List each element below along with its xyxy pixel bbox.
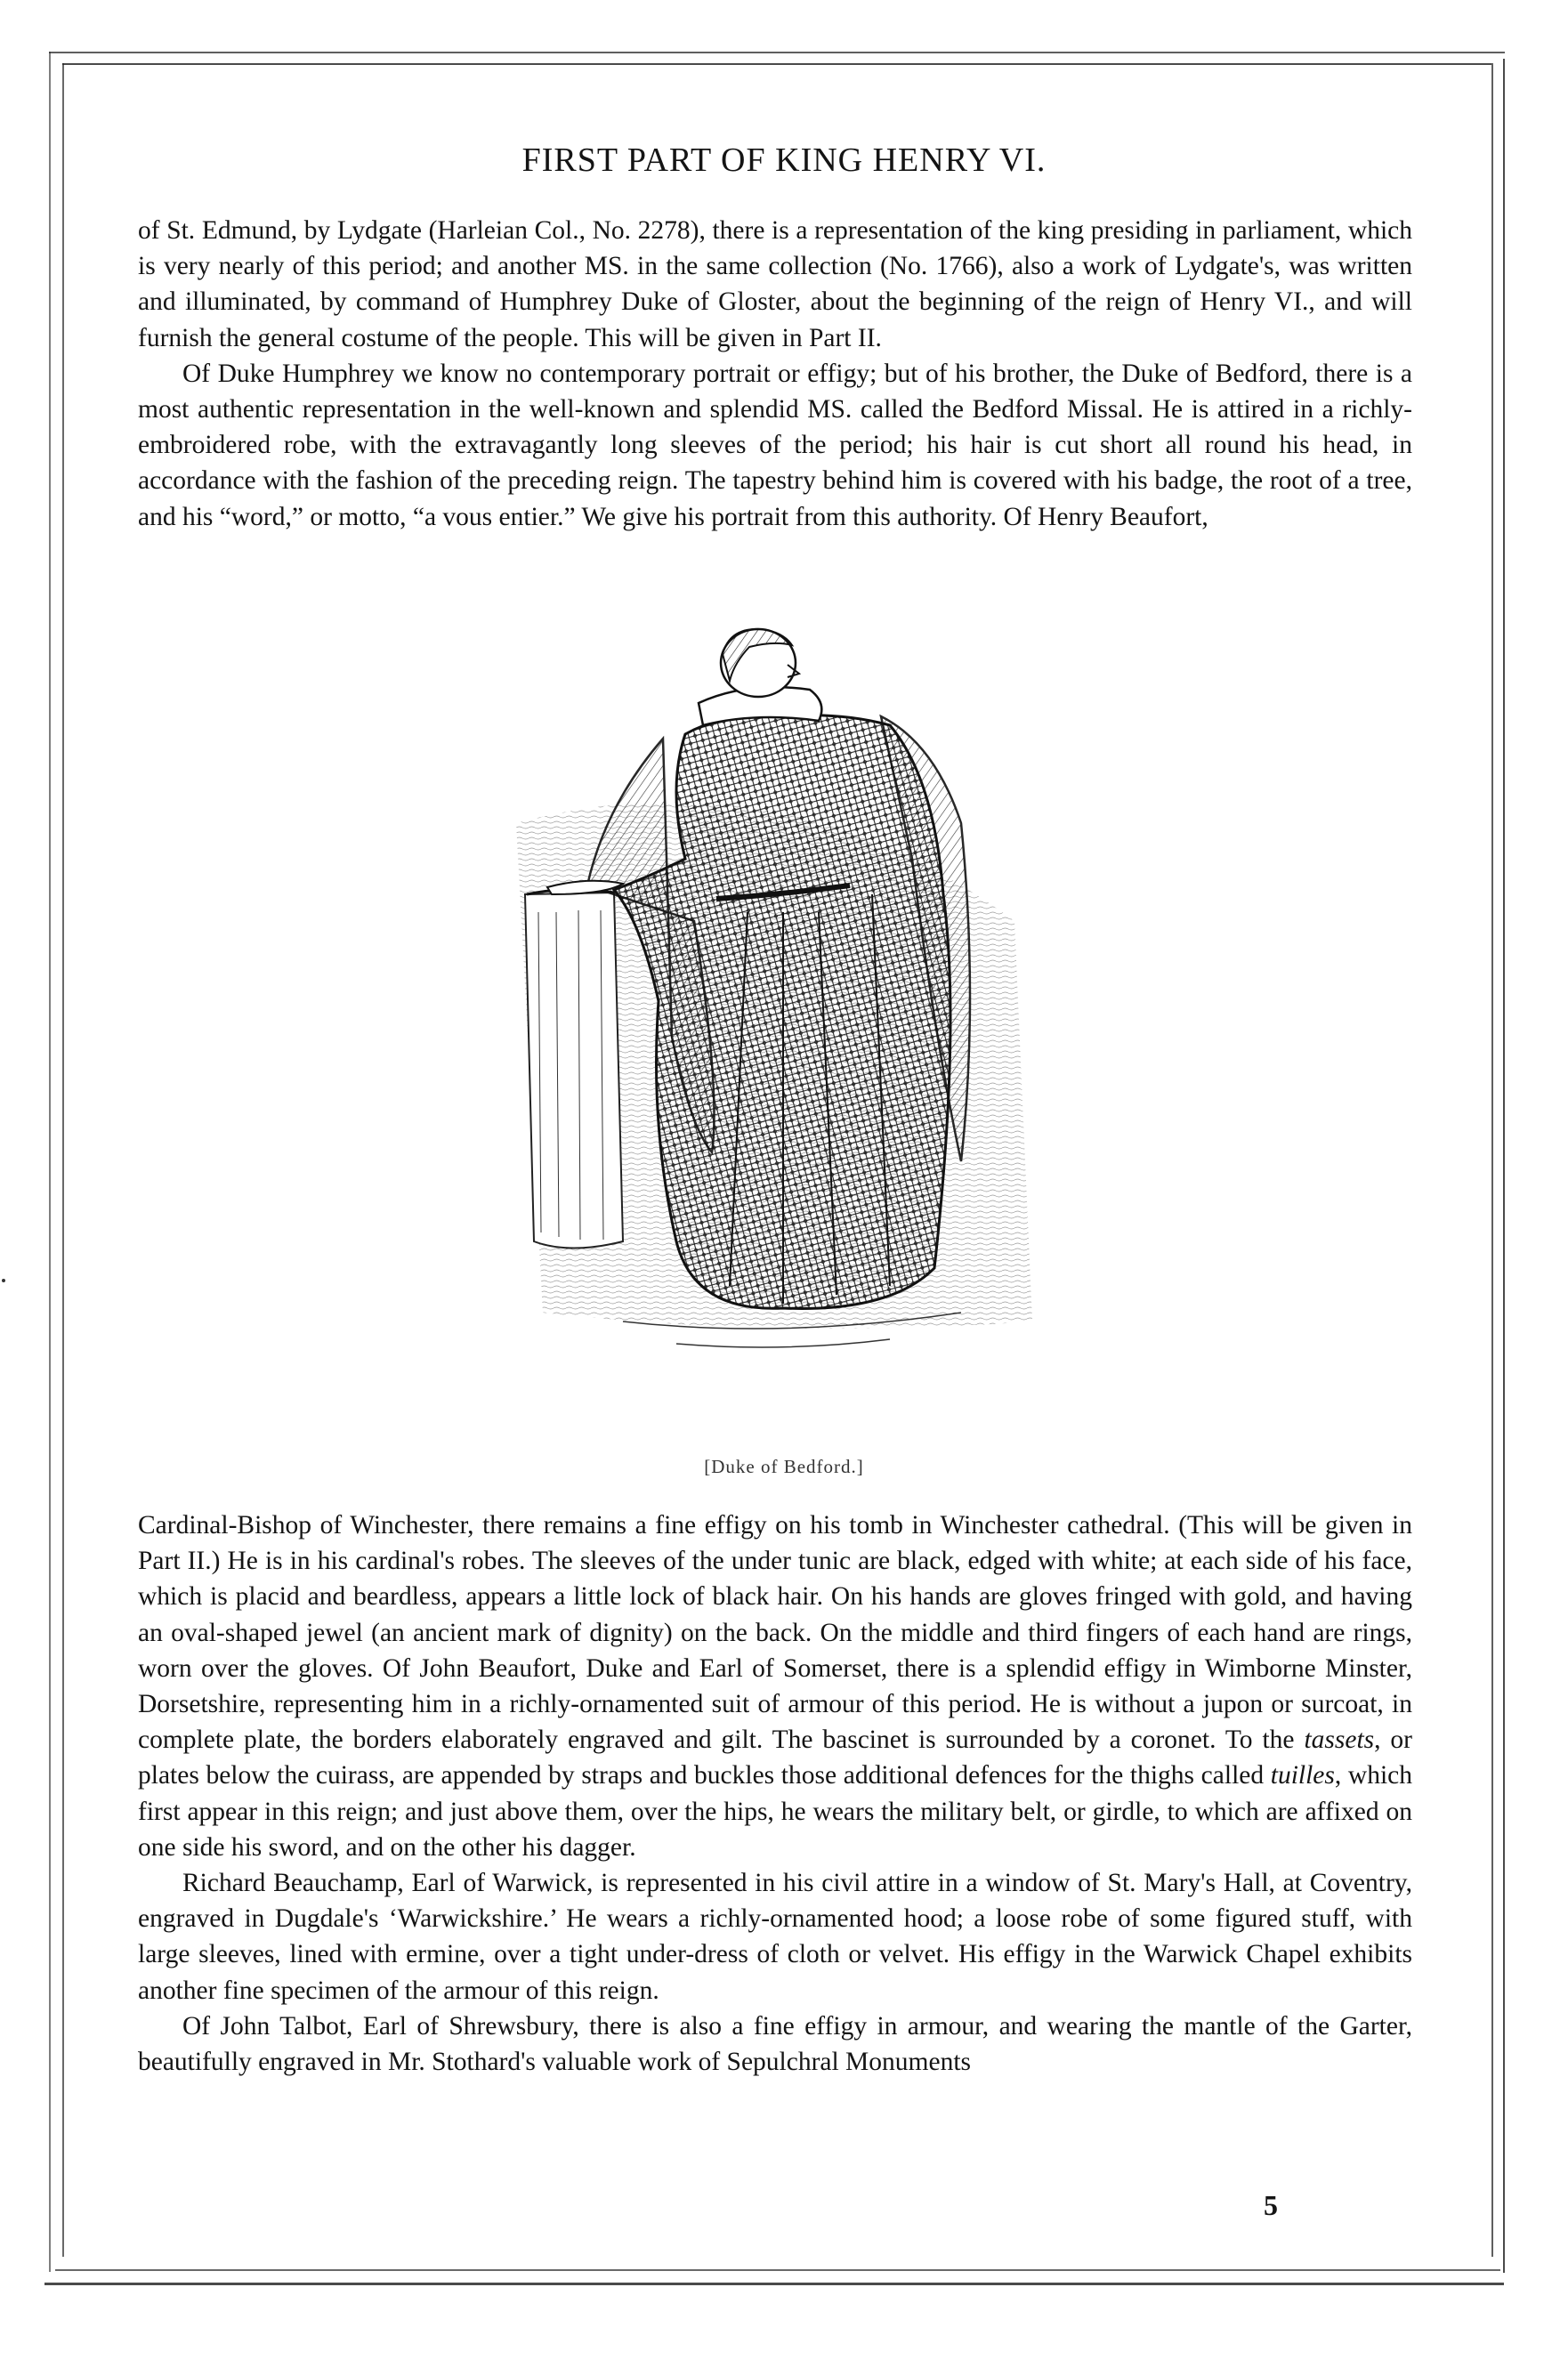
- paragraph: Of Duke Humphrey we know no contemporary portrait or effigy; but of his brother, the Duke of Bedford, there is a most authentic representation in the well-known and splendid MS. called the Bedford Missal. He is attired in a richly-embroidered robe, with the extravagantly long sleeves of the period; his hair is cut short all round his head, in accordance with the fashion of the preceding reign. The tapestry behind him is covered with his badge, the root of a tree, and his “word,” or motto, “a vous entier.” We give his portrait from this authority. Of Henry Beaufort,: [138, 359, 1412, 531]
- text-span: , which first appear in this reign; and just above them, over the hips, he wears the military belt, or girdle, to which are affixed on one side his sword, and on the other his dagger.: [138, 1761, 1412, 1862]
- text-span: , or plates below the cuirass, are appended by straps and buckles those additional defences for the thighs called: [138, 1725, 1412, 1790]
- frame-rule-left-inner: [62, 63, 64, 2257]
- paragraph: Richard Beauchamp, Earl of Warwick, is represented in his civil attire in a window of St. Mary's Hall, at Coventry, engraved in Dugdale's ‘Warwickshire.’ He wears a richly-ornamented hood; a loose robe of some figured stuff, with large sleeves, lined with ermine, over a tight under-dress of cloth or velvet. His effigy in the Warwick Chapel exhibits another fine specimen of the armour of this reign.: [138, 1869, 1412, 2005]
- paragraph: [138, 1507, 1412, 1865]
- engraving-duke-of-bedford-icon: [516, 627, 1050, 1442]
- paragraph: Of John Talbot, Earl of Shrewsbury, there is also a fine effigy in armour, and wearing the mantle of the Garter, beautifully engraved in Mr. Stothard's valuable work of Sepulchral Monuments: [138, 2011, 1412, 2077]
- frame-rule-bottom-inner: [55, 2269, 1500, 2271]
- frame-rule-right-inner: [1491, 63, 1493, 2257]
- frame-rule-left-outer: [49, 52, 51, 2272]
- frame-rule-bottom-outer: [44, 2283, 1504, 2285]
- running-head: FIRST PART OF KING HENRY VI.: [521, 141, 1047, 179]
- text-block-bottom: [138, 1507, 1412, 2080]
- italic-term-tuilles: tuilles: [1270, 1761, 1335, 1790]
- text-block-top: [138, 213, 1412, 535]
- frame-rule-top-outer: [49, 52, 1505, 53]
- illustration-duke-of-bedford: [516, 627, 1050, 1442]
- frame-rule-right-outer: [1503, 59, 1505, 2273]
- stray-ink-mark: [2, 1279, 5, 1282]
- text-span: Cardinal-Bishop of Winchester, there remains a fine effigy on his tomb in Winchester cathedral. (This will be given in Part II.) He is in his cardinal's robes. The sleeves of the under tunic are black, edged with white; at each side of his face, which is placid and beardless, appears a little lock of black hair. On his hands are gloves fringed with gold, and having an oval-shaped jewel (an ancient mark of dignity) on the back. On the middle and third fingers of each hand are rings, worn over the gloves. Of John Beaufort, Duke and Earl of Somerset, there is a splendid effigy in Wimborne Minster, Dorsetshire, representing him in a richly-ornamented suit of armour of this period. He is without a jupon or surcoat, in complete plate, the borders elaborately engraved and gilt. The bascinet is surrounded by a coronet. To the: [138, 1511, 1412, 1755]
- figure-caption: [Duke of Bedford.]: [704, 1456, 864, 1477]
- page-number: 5: [1264, 2189, 1278, 2221]
- frame-rule-top-inner: [62, 63, 1491, 65]
- paragraph: of St. Edmund, by Lydgate (Harleian Col., No. 2278), there is a representation of the king presiding in parliament, which is very nearly of this period; and another MS. in the same collection (No. 1766), also a work of Lydgate's, was written and illuminated, by command of Humphrey Duke of Gloster, about the beginning of the reign of Henry VI., and will furnish the general costume of the people. This will be given in Part II.: [138, 216, 1412, 352]
- italic-term-tassets: tassets: [1304, 1725, 1375, 1755]
